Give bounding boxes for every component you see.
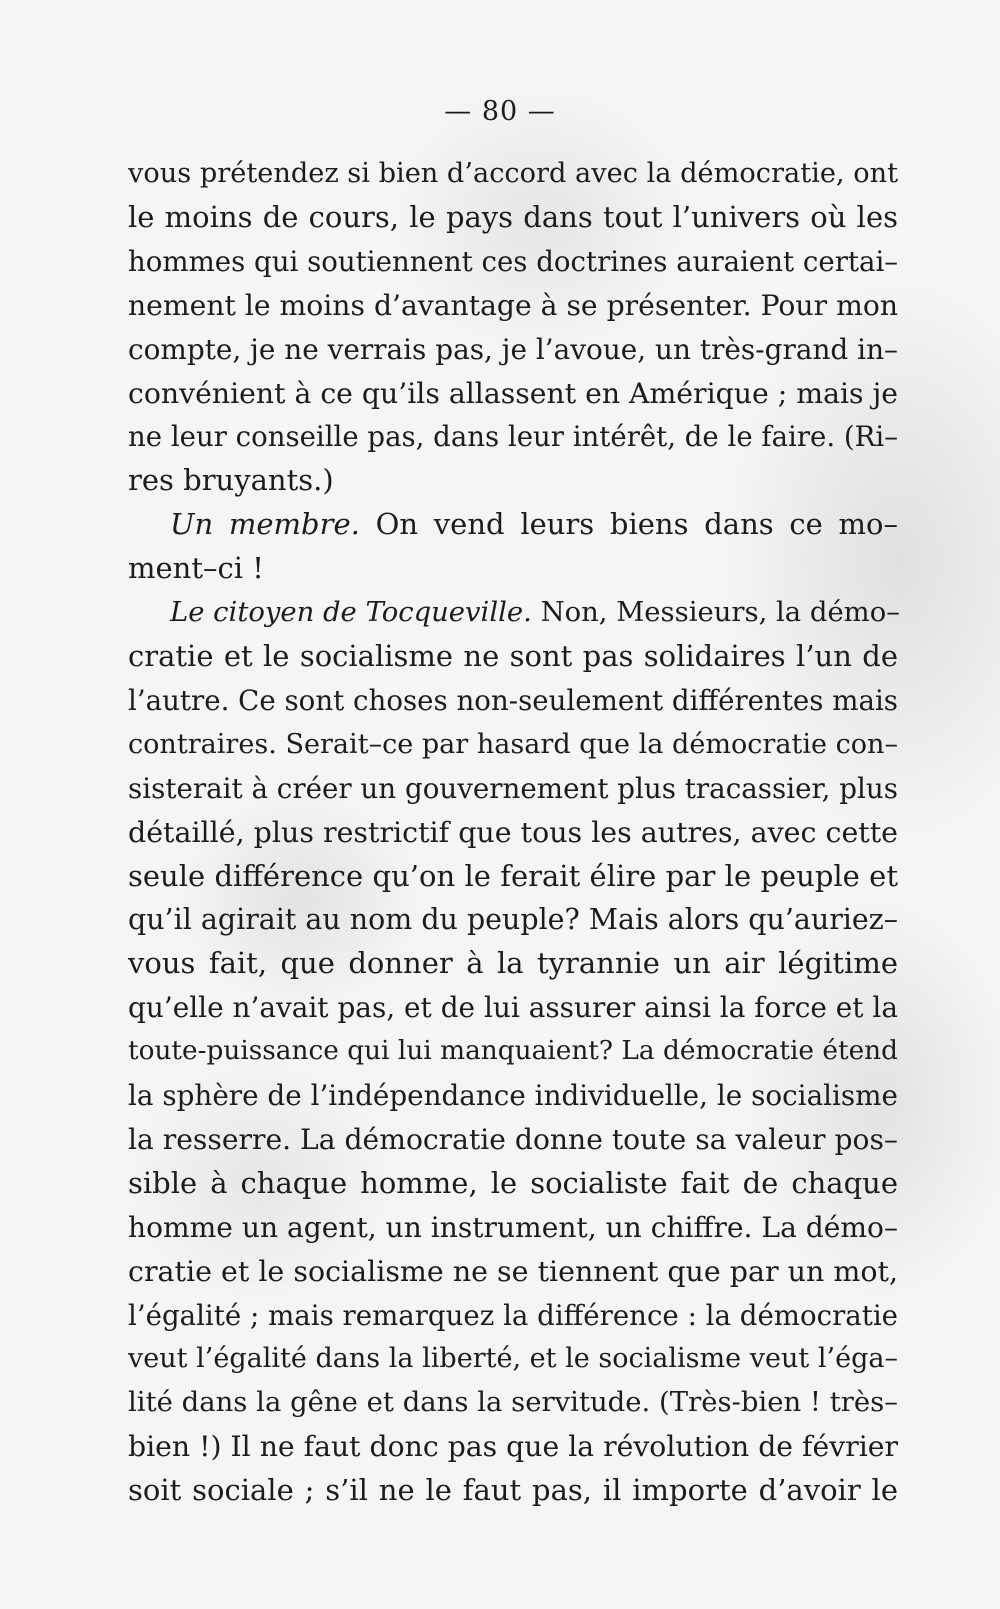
text-line: cratie et le socialisme ne sont pas solidaires l’un de bbox=[128, 638, 898, 673]
speaker-name: Le citoyen de Tocqueville. bbox=[170, 597, 532, 629]
text-line: soit sociale ; s’il ne le faut pas, il importe d’avoir le bbox=[128, 1473, 898, 1508]
text-line: détaillé, plus restrictif que tous les autres, avec cette bbox=[128, 815, 898, 849]
text-line: nement le moins d’avantage à se présenter. Pour mon bbox=[128, 288, 898, 322]
text-line: seule différence qu’on le ferait élire par le peuple et bbox=[128, 858, 898, 893]
text-line: vous prétendez si bien d’accord avec la démocratie, ont bbox=[128, 158, 898, 189]
text-line: la resserre. La démocratie donne toute sa valeur pos– bbox=[128, 1122, 898, 1156]
text-line: sible à chaque homme, le socialiste fait de chaque bbox=[128, 1165, 898, 1200]
text-line: homme un agent, un instrument, un chiffre. La démo– bbox=[128, 1210, 898, 1244]
body-text bbox=[128, 152, 898, 1513]
speech-text: Non, Messieurs, la démo– bbox=[531, 597, 900, 629]
text-line: l’autre. Ce sont choses non-seulement différentes mais bbox=[128, 683, 898, 717]
text-line: la sphère de l’indépendance individuelle, le socialisme bbox=[128, 1079, 898, 1113]
text-line: veut l’égalité dans la liberté, et le socialisme veut l’éga– bbox=[128, 1343, 898, 1375]
text-line: bien !) Il ne faut donc pas que la révolution de février bbox=[128, 1430, 898, 1464]
text-line: qu’elle n’avait pas, et de lui assurer ainsi la force et la bbox=[128, 991, 898, 1025]
text-line: cratie et le socialisme ne se tiennent que par un mot, bbox=[128, 1254, 898, 1288]
text-line bbox=[128, 591, 898, 635]
text-line: ne leur conseille pas, dans leur intérêt, de le faire. (Ri– bbox=[128, 420, 898, 454]
text-line: compte, je ne verrais pas, je l’avoue, un très-grand in– bbox=[128, 332, 898, 366]
text-line: le moins de cours, le pays dans tout l’univers où les bbox=[128, 199, 898, 234]
text-line: contraires. Serait–ce par hasard que la démocratie con– bbox=[128, 728, 898, 760]
text-line: hommes qui soutiennent ces doctrines auraient certai– bbox=[128, 244, 899, 278]
text-line: ment–ci ! bbox=[128, 551, 264, 586]
text-line: res bruyants.) bbox=[128, 463, 334, 498]
text-line: vous fait, que donner à la tyrannie un air légitime bbox=[128, 946, 898, 981]
text-line: toute-puissance qui lui manquaient? La démocratie étend bbox=[128, 1036, 898, 1067]
text-line: l’égalité ; mais remarquez la différence : la démocratie bbox=[128, 1298, 898, 1332]
text-line: lité dans la gêne et dans la servitude. (Très-bien ! très– bbox=[128, 1386, 898, 1419]
speech-text: On vend leurs biens dans ce mo– bbox=[359, 507, 898, 542]
text-line: convénient à ce qu’ils allassent en Amérique ; mais je bbox=[128, 376, 899, 410]
text-line: qu’il agirait au nom du peuple? Mais alors qu’auriez– bbox=[128, 903, 898, 937]
page-number: — 80 — bbox=[444, 96, 556, 127]
speaker-name: Un membre. bbox=[170, 507, 360, 542]
text-line bbox=[128, 503, 898, 547]
text-line: sisterait à créer un gouvernement plus tracassier, plus bbox=[128, 771, 898, 805]
